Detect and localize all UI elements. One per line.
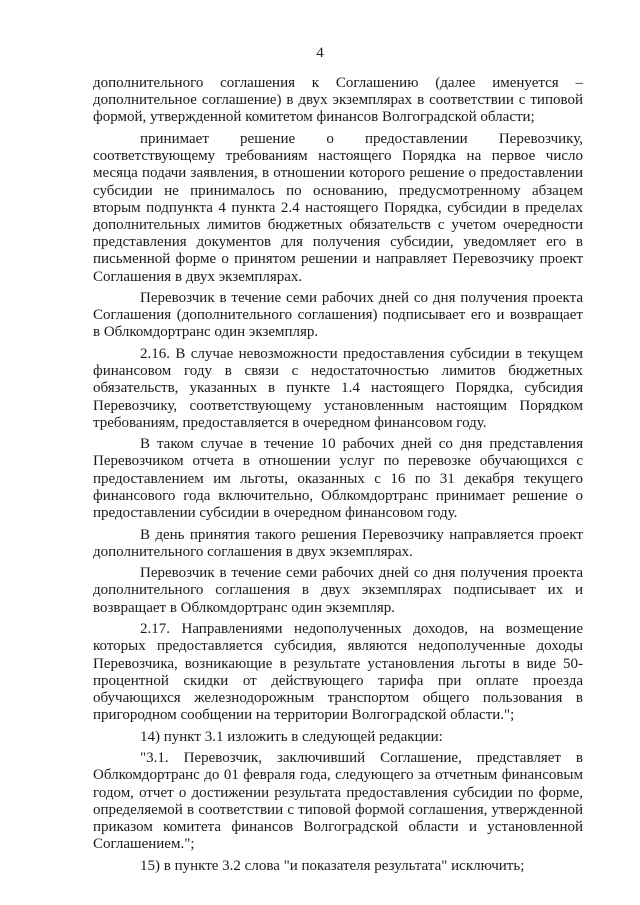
paragraph-3-1: "3.1. Перевозчик, заключивший Соглашение, представляет в Облкомдортранс до 01 февраля года, следующего за отчетным финансовым годом, отчет о достижении результата предоставления субсидии по форме, определяемой в соответствии с типовой формой соглашения, утвержденной приказом комитета финансов Волгоградской области и установленной Соглашением.";: [93, 750, 583, 853]
paragraph: В таком случае в течение 10 рабочих дней со дня представления Перевозчиком отчета в отношении услуг по перевозке обучающихся с предоставлением им льготы, оказанных с 16 по 31 декабря текущего финансового года включительно, Облкомдортранс принимает решение о предоставлении субсидии в очередном финансовом году.: [93, 436, 583, 522]
paragraph: принимает решение о предоставлении Перевозчику, соответствующему требованиям настоящего Порядка на первое число месяца подачи заявления, в отношении которого решение о предоставлении субсидии не принималось по основанию, предусмотренному абзацем вторым подпункта 4 пункта 2.4 настоящего Порядка, субсидии в пределах дополнительных лимитов бюджетных обязательств с учетом очередности представления документов для получения субсидии, уведомляет его в письменной форме о принятом решении и направляет Перевозчику проект Соглашения в двух экземплярах.: [93, 130, 583, 285]
paragraph: Перевозчик в течение семи рабочих дней со дня получения проекта Соглашения (дополнительного соглашения) подписывает его и возвращает в Облкомдортранс один экземпляр.: [93, 290, 583, 341]
page-number: 4: [316, 45, 324, 61]
document-body: [93, 75, 583, 879]
paragraph-continuation: дополнительного соглашения к Соглашению (далее именуется – дополнительное соглашение) в двух экземплярах в соответствии с типовой формой, утвержденной комитетом финансов Волгоградской области;: [93, 75, 583, 126]
paragraph-2-16: 2.16. В случае невозможности предоставления субсидии в текущем финансовом году в связи с недостаточностью лимитов бюджетных обязательств, указанных в пункте 1.4 настоящего Порядка, субсидия Перевозчику, соответствующему установленным настоящим Порядком требованиям, предоставляется в очередном финансовом году.: [93, 345, 583, 431]
paragraph: В день принятия такого решения Перевозчику направляется проект дополнительного соглашения в двух экземплярах.: [93, 526, 583, 560]
paragraph: Перевозчик в течение семи рабочих дней со дня получения проекта дополнительного соглашения в двух экземплярах подписывает их и возвращает в Облкомдортранс один экземпляр.: [93, 565, 583, 616]
paragraph-item-15: 15) в пункте 3.2 слова "и показателя результата" исключить;: [140, 857, 525, 874]
paragraph-2-17: 2.17. Направлениями недополученных доходов, на возмещение которых предоставляется субсидия, являются недополученные доходы Перевозчика, возникающие в результате установления льготы в виде 50-процентной скидки от действующего тарифа при оплате проезда обучающихся железнодорожным транспортом общего пользования в пригородном сообщении на территории Волгоградской области.";: [93, 621, 583, 724]
paragraph-item-14: 14) пункт 3.1 изложить в следующей редакции:: [140, 728, 443, 745]
